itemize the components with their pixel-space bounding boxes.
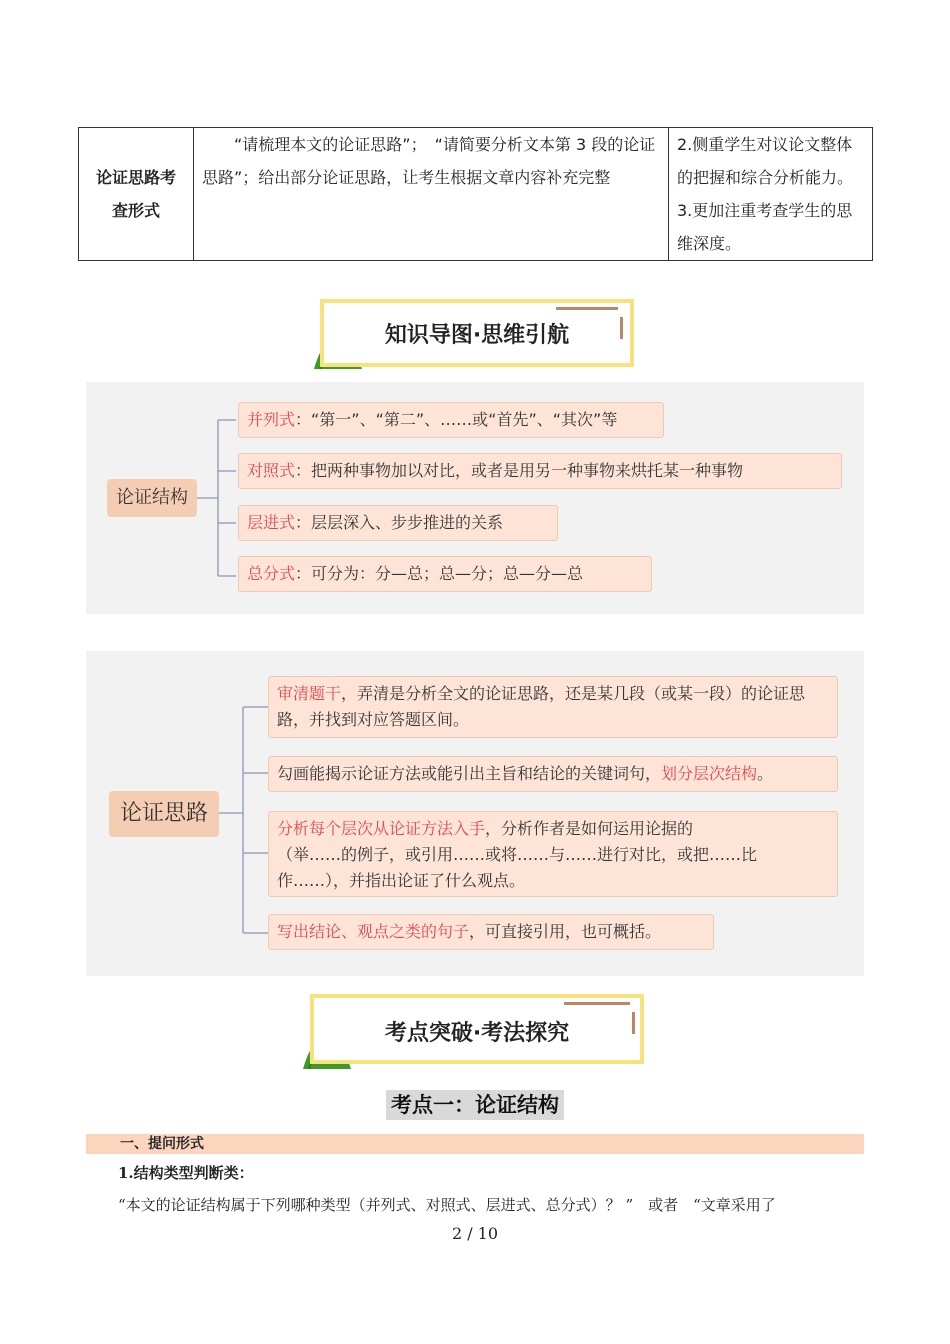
node-text: ，可直接引用，也可概括。: [469, 922, 662, 941]
mindmap-node: [268, 676, 838, 738]
node-text: ：可分为：分—总；总—分；总—分—总: [295, 564, 584, 583]
table-right-line1: 2.侧重学生对议论文整体的把握和综合分析能力。: [677, 135, 854, 187]
table-right-line2: 3.更加注重考查学生的思维深度。: [677, 201, 853, 253]
banner-decor-line: [564, 1002, 630, 1005]
mindmap-reasoning-panel: [86, 651, 864, 976]
node-key: 划分层次结构: [661, 764, 758, 783]
node-key: 总分式: [247, 564, 296, 583]
mindmap-node: [268, 756, 838, 792]
table-middle-text: “请梳理本文的论证思路”； “请简要分析文本第 3 段的论证思路”；给出部分论证思路，让考生根据文章内容补充完整: [202, 135, 656, 187]
subheading: 1.结构类型判断类：: [118, 1164, 254, 1182]
mindmap-node: [238, 453, 842, 489]
mindmap-structure-panel: [86, 382, 864, 614]
mindmap-node: [268, 811, 838, 897]
banner-knowledge-map: [320, 299, 634, 367]
table-right-cell: [669, 128, 873, 261]
node-key: 层进式: [247, 513, 296, 532]
banner-title: 考点突破·考法探究: [384, 1021, 570, 1046]
banner-title: 知识导图·思维引航: [384, 323, 570, 348]
mindmap-node: [238, 505, 558, 541]
mindmap-node: [238, 402, 664, 438]
mindmap-node: [268, 914, 714, 950]
node-text: 。: [757, 764, 774, 783]
node-text: ：“第一”、“第二”、……或“首先”、“其次”等: [295, 410, 618, 429]
node-key: 审清题干: [277, 684, 342, 703]
banner-decor-line: [556, 307, 618, 310]
node-key: 分析每个层次从论证方法入手: [277, 819, 486, 838]
section-bar-label: 一、提问形式: [120, 1136, 204, 1152]
mindmap-node: [238, 556, 652, 592]
section-title: 考点一：论证结构: [386, 1090, 564, 1120]
node-text: ，弄清是分析全文的论证思路，还是某几段（或某一段）的论证思路，并找到对应答题区间。: [277, 684, 806, 729]
table-middle-cell: [194, 128, 669, 261]
table-label: 论证思路考查形式: [95, 168, 176, 220]
paragraph: “本文的论证结构属于下列哪种类型（并列式、对照式、层进式、总分式）？ ” 或者 “文章采用了: [118, 1196, 776, 1214]
banner-exam-points: [310, 994, 644, 1064]
banner-decor-line: [632, 1012, 635, 1034]
node-key: 并列式: [247, 410, 296, 429]
exam-form-table: [78, 127, 873, 261]
mindmap-root: 论证结构: [107, 479, 197, 517]
mindmap-root: 论证思路: [109, 791, 219, 837]
node-text: ：层层深入、步步推进的关系: [295, 513, 504, 532]
node-key: 对照式: [247, 461, 296, 480]
node-text: ，分析作者是如何运用论据的（举……的例子，或引用……或将……与……进行对比，或把……比作……），并指出论证了什么观点。: [277, 819, 758, 890]
node-text: 勾画能揭示论证方法或能引出主旨和结论的关键词句，: [277, 764, 662, 783]
banner-decor-line: [620, 317, 623, 339]
section-bar: [86, 1134, 864, 1154]
page-number: 2 / 10: [451, 1224, 499, 1243]
table-label-cell: [79, 128, 194, 261]
node-text: ：把两种事物加以对比，或者是用另一种事物来烘托某一种事物: [295, 461, 744, 480]
node-key: 写出结论、观点之类的句子: [277, 922, 470, 941]
